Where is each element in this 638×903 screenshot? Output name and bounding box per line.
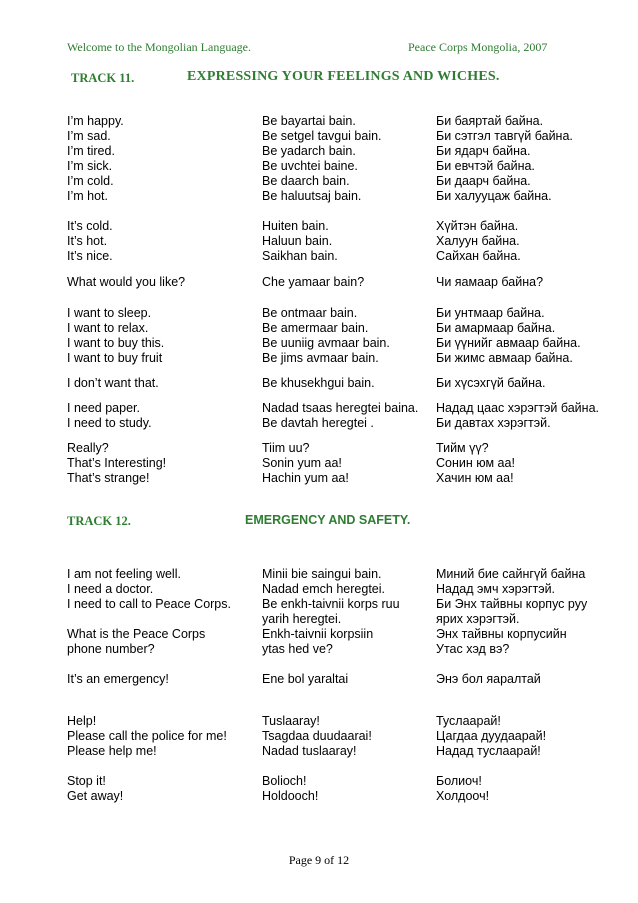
phrase-row <box>0 470 638 486</box>
english-phrase: What is the Peace Corps <box>67 627 206 641</box>
english-phrase: I’m sick. <box>67 159 113 173</box>
english-phrase: That’s strange! <box>67 471 150 485</box>
mongolian-phrase: Миний бие сайнгүй байна <box>436 567 586 581</box>
phrase-row <box>0 773 638 789</box>
phrase-row <box>0 305 638 321</box>
phrase-row <box>0 335 638 351</box>
english-phrase: I’m cold. <box>67 174 114 188</box>
english-phrase: I want to buy this. <box>67 336 165 350</box>
transliteration: Minii bie saingui bain. <box>262 567 382 581</box>
english-phrase: Stop it! <box>67 774 106 788</box>
phrase-row <box>0 128 638 144</box>
english-phrase: I need paper. <box>67 401 140 415</box>
phrase-row <box>0 440 638 456</box>
track-11-label: TRACK 11. <box>71 71 135 85</box>
english-phrase: I don’t want that. <box>67 376 159 390</box>
mongolian-phrase: Би даарч байна. <box>436 174 531 188</box>
mongolian-phrase: Би хүсэхгүй байна. <box>436 376 546 390</box>
mongolian-phrase: Халуун байна. <box>436 234 520 248</box>
transliteration: Be yadarch bain. <box>262 144 356 158</box>
english-phrase: Really? <box>67 441 109 455</box>
transliteration: Be khusekhgui bain. <box>262 376 375 390</box>
transliteration: Be daarch bain. <box>262 174 350 188</box>
transliteration: Be haluutsaj bain. <box>262 189 362 203</box>
phrase-row <box>0 581 638 597</box>
phrase-row <box>0 596 638 612</box>
mongolian-phrase: Би амармаар байна. <box>436 321 556 335</box>
transliteration: Hachin yum aa! <box>262 471 349 485</box>
transliteration: Be uuniig avmaar bain. <box>262 336 390 350</box>
english-phrase: That’s Interesting! <box>67 456 167 470</box>
english-phrase: Help! <box>67 714 97 728</box>
mongolian-phrase: ярих хэрэгтэй. <box>436 612 520 626</box>
english-phrase: It’s hot. <box>67 234 108 248</box>
phrase-row <box>0 320 638 336</box>
mongolian-phrase: Цагдаа дуудаарай! <box>436 729 547 743</box>
english-phrase: What would you like? <box>67 275 186 289</box>
phrase-row <box>0 188 638 204</box>
transliteration: Be amermaar bain. <box>262 321 369 335</box>
transliteration: Tiim uu? <box>262 441 310 455</box>
phrase-row <box>0 400 638 416</box>
english-phrase: I’m happy. <box>67 114 124 128</box>
phrase-row <box>0 218 638 234</box>
transliteration: Be bayartai bain. <box>262 114 356 128</box>
phrase-row <box>0 788 638 804</box>
transliteration: Be setgel tavgui bain. <box>262 129 382 143</box>
phrase-row <box>0 671 638 687</box>
english-phrase: I’m hot. <box>67 189 108 203</box>
transliteration: Enkh-taivnii korpsiin <box>262 627 374 641</box>
transliteration: Haluun bain. <box>262 234 333 248</box>
phrase-row <box>0 713 638 729</box>
mongolian-phrase: Би сэтгэл тавгүй байна. <box>436 129 573 143</box>
english-phrase: I’m tired. <box>67 144 115 158</box>
transliteration: Be ontmaar bain. <box>262 306 358 320</box>
english-phrase: I want to buy fruit <box>67 351 163 365</box>
english-phrase: phone number? <box>67 642 155 656</box>
mongolian-phrase: Би евчтэй байна. <box>436 159 535 173</box>
phrase-row <box>0 611 638 627</box>
transliteration: Ene bol yaraltai <box>262 672 349 686</box>
mongolian-phrase: Би ядарч байна. <box>436 144 531 158</box>
mongolian-phrase: Би жимс авмаар байна. <box>436 351 573 365</box>
english-phrase: I need to study. <box>67 416 152 430</box>
phrase-row <box>0 113 638 129</box>
mongolian-phrase: Хүйтэн байна. <box>436 219 519 233</box>
mongolian-phrase: Би унтмаар байна. <box>436 306 545 320</box>
mongolian-phrase: Би баяртай байна. <box>436 114 544 128</box>
phrase-row <box>0 641 638 657</box>
mongolian-phrase: Тийм үү? <box>436 441 489 455</box>
mongolian-phrase: Холдооч! <box>436 789 490 803</box>
transliteration: Che yamaar bain? <box>262 275 365 289</box>
mongolian-phrase: Би үүнийг авмаар байна. <box>436 336 581 350</box>
mongolian-phrase: Туслаарай! <box>436 714 501 728</box>
phrase-row <box>0 728 638 744</box>
phrase-row <box>0 274 638 290</box>
transliteration: Be enkh-taivnii korps ruu <box>262 597 400 611</box>
phrase-row <box>0 415 638 431</box>
phrase-row <box>0 626 638 642</box>
mongolian-phrase: Надад эмч хэрэгтэй. <box>436 582 556 596</box>
transliteration: Nadad tuslaaray! <box>262 744 357 758</box>
transliteration: Be uvchtei baine. <box>262 159 358 173</box>
english-phrase: It’s nice. <box>67 249 113 263</box>
header-left: Welcome to the Mongolian Language. <box>67 40 251 54</box>
mongolian-phrase: Болиоч! <box>436 774 482 788</box>
transliteration: Be jims avmaar bain. <box>262 351 379 365</box>
phrase-row <box>0 375 638 391</box>
english-phrase: Get away! <box>67 789 124 803</box>
transliteration: Holdooch! <box>262 789 319 803</box>
transliteration: Nadad tsaas heregtei baina. <box>262 401 419 415</box>
english-phrase: It’s cold. <box>67 219 113 233</box>
mongolian-phrase: Утас хэд вэ? <box>436 642 510 656</box>
phrase-row <box>0 143 638 159</box>
mongolian-phrase: Би Энх тайвны корпус руу <box>436 597 588 611</box>
mongolian-phrase: Би халууцаж байна. <box>436 189 552 203</box>
english-phrase: Please call the police for me! <box>67 729 227 743</box>
transliteration: Sonin yum aa! <box>262 456 342 470</box>
mongolian-phrase: Сайхан байна. <box>436 249 521 263</box>
english-phrase: I need to call to Peace Corps. <box>67 597 231 611</box>
transliteration: Be davtah heregtei . <box>262 416 374 430</box>
english-phrase: I am not feeling well. <box>67 567 181 581</box>
header-right: Peace Corps Mongolia, 2007 <box>408 40 548 54</box>
mongolian-phrase: Энэ бол яаралтай <box>436 672 541 686</box>
phrase-row <box>0 248 638 264</box>
mongolian-phrase: Надад цаас хэрэгтэй байна. <box>436 401 599 415</box>
transliteration: yarih heregtei. <box>262 612 342 626</box>
phrase-row <box>0 173 638 189</box>
english-phrase: I want to relax. <box>67 321 149 335</box>
mongolian-phrase: Чи яамаар байна? <box>436 275 544 289</box>
mongolian-phrase: Хачин юм аа! <box>436 471 514 485</box>
transliteration: Bolioch! <box>262 774 307 788</box>
mongolian-phrase: Энх тайвны корпусийн <box>436 627 567 641</box>
english-phrase: I’m sad. <box>67 129 111 143</box>
mongolian-phrase: Сонин юм аа! <box>436 456 515 470</box>
mongolian-phrase: Би давтах хэрэгтэй. <box>436 416 551 430</box>
transliteration: Huiten bain. <box>262 219 329 233</box>
phrase-row <box>0 566 638 582</box>
section-title-emergency: EMERGENCY AND SAFETY. <box>245 513 411 527</box>
mongolian-phrase: Надад туслаарай! <box>436 744 541 758</box>
english-phrase: It’s an emergency! <box>67 672 169 686</box>
phrase-row <box>0 233 638 249</box>
transliteration: ytas hed ve? <box>262 642 333 656</box>
page-number: Page 9 of 12 <box>288 853 350 867</box>
transliteration: Saikhan bain. <box>262 249 338 263</box>
track-12-label: TRACK 12. <box>67 514 131 528</box>
transliteration: Nadad emch heregtei. <box>262 582 385 596</box>
english-phrase: I want to sleep. <box>67 306 152 320</box>
phrase-row <box>0 743 638 759</box>
english-phrase: Please help me! <box>67 744 157 758</box>
english-phrase: I need a doctor. <box>67 582 154 596</box>
section-title-feelings: EXPRESSING YOUR FEELINGS AND WICHES. <box>187 69 500 84</box>
transliteration: Tsagdaa duudaarai! <box>262 729 372 743</box>
phrase-row <box>0 350 638 366</box>
phrase-row <box>0 455 638 471</box>
transliteration: Tuslaaray! <box>262 714 320 728</box>
phrase-row <box>0 158 638 174</box>
